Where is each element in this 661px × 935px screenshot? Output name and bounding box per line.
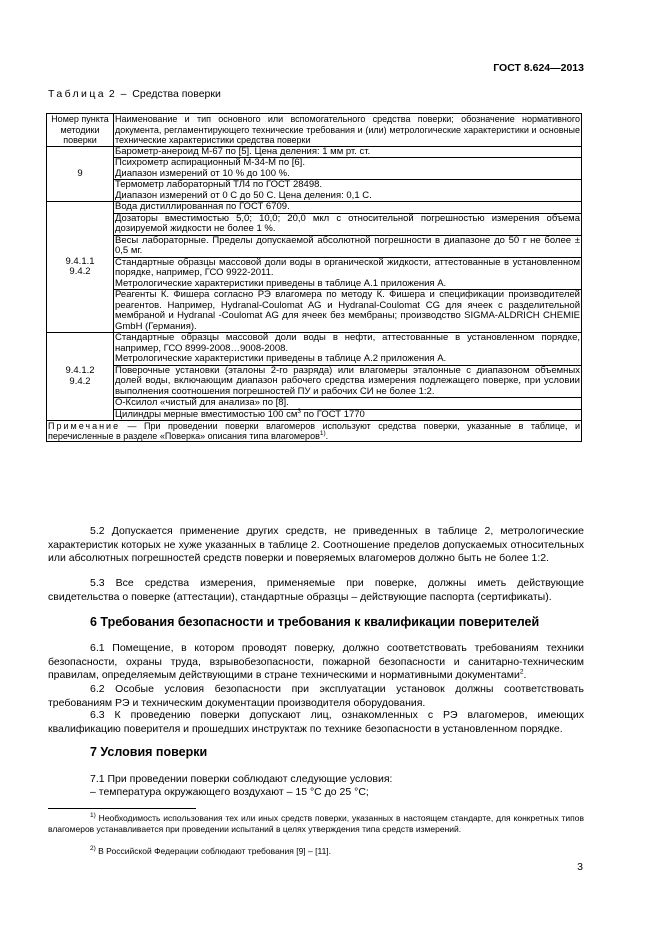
paragraph-6-3: 6.3 К проведению поверки допускают лиц, ознакомленных с РЭ влагомеров, имеющих квалификацию поверителя и прошедших инструктаж по технике безопасности в установленном порядке. bbox=[48, 709, 584, 735]
table-caption-number: 2 bbox=[108, 88, 115, 100]
table-cell bbox=[114, 409, 582, 421]
table-cell: Стандартные образцы массовой доли воды в органической жидкости, аттестованные в установленном порядке, например, ГСО 9922-2011. Метрологические характеристики приведены в таблице А.1 приложения А. bbox=[115, 256, 580, 289]
table-cell: Поверочные установки (эталоны 2-го разряда) или влагомеры эталонные с диапазоном объемных долей воды, включающим диапазон рабочего средства измерения подлежащего поверке, при условии выполнения соотношения погрешностей ПУ и рабочих СИ не более 1:2. bbox=[115, 364, 580, 397]
paragraph-6-1 bbox=[48, 642, 584, 683]
p6-1-text: 6.1 Помещение, в котором проводят поверку, должно соответствовать требованиям техники безопасности, охраны труда, взрывобезопасности, пожарной безопасности и санитарно-техническим правилам, определяемым действующими в стране техническими и нормативными документами bbox=[48, 642, 584, 681]
table-row bbox=[47, 409, 582, 421]
table-cell: Дозаторы вместимостью 5,0; 10,0; 20,0 мкл с относительной погрешностью измерения объема дозируемой жидкости не более 1 %. bbox=[115, 212, 580, 234]
table-row bbox=[47, 180, 582, 202]
cylinder-text-end: по ГОСТ 1770 bbox=[301, 408, 365, 420]
table-cell: Вода дистиллированная по ГОСТ 6709. bbox=[114, 202, 582, 214]
table-cell: Весы лабораторные. Пределы допускаемой абсолютной погрешности в диапазоне до 50 г не более ± 0,5 мг. bbox=[115, 234, 580, 256]
standard-number: ГОСТ 8.624—2013 bbox=[493, 62, 584, 74]
clause-number: 9.4.1.1 9.4.2 bbox=[47, 202, 114, 333]
section-heading-7: 7 Условия поверки bbox=[90, 745, 208, 759]
table-cell: Барометр-анероид М-67 по [5]. Цена деления: 1 мм рт. ст. bbox=[114, 146, 582, 158]
paragraph-5-3: 5.3 Все средства измерения, применяемые при поверке, должны иметь действующие свидетельства о поверке (аттестации), стандартные образцы – действующие паспорта (сертификаты). bbox=[48, 577, 584, 603]
table-row bbox=[47, 365, 582, 398]
clause-number: 9.4.1.2 9.4.2 bbox=[47, 333, 114, 421]
table-cell: Реагенты К. Фишера согласно РЭ влагомера по методу К. Фишера и спецификации производителей реагентов. Например, Hydranal-Coulomat AG и Hydranal-Coulomat CG для ячеек с разделительной мембраной и Hydranal -Coulomat AG для ячеек без мембраны; производство SIGMA-ALDRICH CHEMIE GmbH (Германия). bbox=[115, 289, 580, 332]
footnote-ref: 2 bbox=[519, 668, 524, 676]
table-row bbox=[47, 158, 582, 180]
p6-1-end: . bbox=[523, 669, 527, 681]
footnote-mark: 1) bbox=[90, 812, 96, 820]
verification-means-table bbox=[46, 113, 582, 442]
footnote-1 bbox=[48, 813, 584, 835]
table-cell: Термометр лабораторный ТЛ4 по ГОСТ 28498. Диапазон измерений от 0 С до 50 С. Цена деления: 0,1 С. bbox=[114, 180, 582, 202]
table-row bbox=[47, 257, 582, 290]
footnote-mark: 2) bbox=[90, 845, 96, 853]
paragraph-6-2: 6.2 Особые условия безопасности при эксплуатации установок должны соответствовать требованиям РЭ и техническим документации производителя оборудования. bbox=[48, 683, 584, 709]
page-number: 3 bbox=[577, 861, 583, 873]
footnote-separator bbox=[48, 808, 196, 809]
table-row bbox=[47, 202, 582, 214]
footnote-1-text: Необходимость использования тех или иных средств поверки, указанных в настоящем стандарте, для конкретных типов влагомеров устанавливается при проведении испытаний в целях утверждения типа средств измерений. bbox=[48, 813, 584, 834]
table-caption bbox=[48, 88, 221, 100]
table-caption-dash: – bbox=[120, 88, 127, 100]
table-header-row bbox=[47, 114, 582, 147]
table-row bbox=[47, 398, 582, 410]
table-row bbox=[47, 213, 582, 235]
cylinder-text: Цилиндры мерные вместимостью 100 см bbox=[115, 408, 298, 420]
col-header-means: Наименование и тип основного или вспомогательного средства поверки; обозначение нормативного документа, регламентирующего технические требования и (или) метрологические характеристики и основные технические характеристики средства поверки bbox=[115, 114, 580, 145]
paragraph-5-2: 5.2 Допускается применение других средств, не приведенных в таблице 2, метрологические характеристик которых не хуже указанных в таблице 2. Соотношение пределов допускаемых относительных или абсолютных погрешностей средств поверки и поверяемых влагомеров должно быть не более 1:2. bbox=[48, 525, 584, 564]
table-row bbox=[47, 333, 582, 366]
table-cell: Психрометр аспирационный М-34-М по [6]. Диапазон измерений от 10 % до 100 %. bbox=[114, 158, 582, 180]
paragraph-7-1: 7.1 При проведении поверки соблюдают следующие условия: bbox=[90, 773, 393, 785]
note-label: Примечание bbox=[48, 421, 121, 431]
table-caption-word: Таблица bbox=[48, 88, 106, 100]
table-note-row bbox=[47, 421, 582, 442]
table-note bbox=[47, 421, 582, 442]
list-item-temperature: – температура окружающего воздухают – 15 °С до 25 °С; bbox=[90, 786, 369, 798]
footnote-2-text: В Российской Федерации соблюдают требования [9] – [11]. bbox=[95, 846, 332, 856]
table-cell: Стандартные образцы массовой доли воды в нефти, аттестованные в установленном порядке, например, ГСО 8999-2008…9008-2008. Метрологические характеристики приведены в таблице А.2 приложения А. bbox=[115, 332, 580, 364]
table-row bbox=[47, 235, 582, 257]
table-cell: О-Ксилол «чистый для анализа» по [8]. bbox=[114, 398, 582, 410]
table-row bbox=[47, 290, 582, 333]
section-heading-6: 6 Требования безопасности и требования к квалификации поверителей bbox=[90, 615, 540, 629]
footnote-ref: 1) bbox=[319, 430, 326, 437]
note-end: . bbox=[325, 431, 329, 441]
footnote-2 bbox=[48, 846, 584, 857]
table-row bbox=[47, 146, 582, 158]
table-caption-text: Средства поверки bbox=[132, 88, 221, 100]
clause-number: 9 bbox=[47, 146, 114, 202]
note-text: — При проведении поверки влагомеров используют средства поверки, указанные в таблице, и перечисленные в разделе «Поверка» описания типа влагомеров bbox=[48, 421, 580, 441]
col-header-clause: Номер пункта методики поверки bbox=[47, 114, 114, 147]
superscript: 3 bbox=[297, 407, 302, 415]
